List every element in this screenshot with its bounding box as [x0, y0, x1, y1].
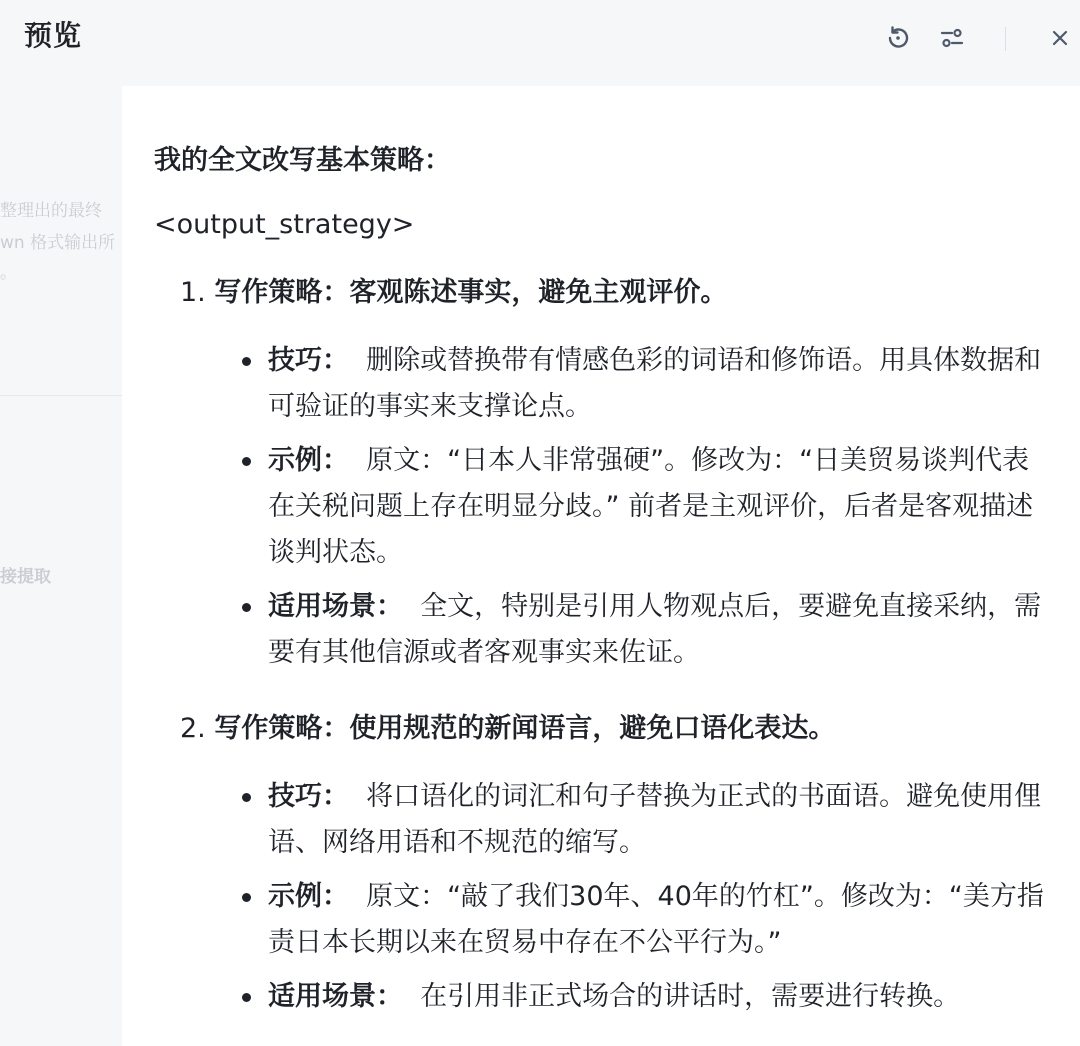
strategy-item: [154, 270, 1054, 676]
bullet-dot: [242, 893, 251, 902]
preview-panel: [122, 86, 1080, 1046]
bullet-list: [180, 774, 1054, 1020]
bullet-list: [180, 338, 1054, 676]
bullet-text: 原文：“日本人非常强硬”。修改为：“日美贸易谈判代表在关税问题上存在明显分歧。” 前者是主观评价，后者是客观描述谈判状态。: [268, 445, 1034, 568]
strategy-title: [180, 270, 1054, 316]
strategy-title: [180, 706, 1054, 752]
strategy-title-text: 使用规范的新闻语言，避免口语化表达。: [349, 713, 836, 744]
bullet-item: [268, 974, 1054, 1020]
close-button[interactable]: [1044, 22, 1076, 54]
bullet-item: [268, 584, 1054, 676]
bullet-label: 技巧：: [268, 781, 349, 812]
page-title: 预览: [24, 19, 83, 52]
bullet-dot: [242, 603, 251, 612]
background-divider: [0, 395, 122, 396]
bullet-label: 示例：: [268, 445, 349, 476]
bullet-text: 全文，特别是引用人物观点后，要避免直接采纳，需要有其他信源或者客观事实来佐证。: [268, 591, 1042, 668]
preview-content: [154, 138, 1054, 1028]
strategy-title-text: 客观陈述事实，避免主观评价。: [349, 277, 728, 308]
bullet-label: 适用场景：: [268, 981, 403, 1012]
header-divider: [1005, 27, 1006, 51]
bullet-label: 技巧：: [268, 345, 349, 376]
bullet-text: 将口语化的词汇和句子替换为正式的书面语。避免使用俚语、网络用语和不规范的缩写。: [268, 781, 1042, 858]
background-fragment: 整理出的最终: [0, 201, 102, 221]
bullet-dot: [242, 993, 251, 1002]
bullet-dot: [242, 793, 251, 802]
output-strategy-tag: <output_strategy>: [154, 209, 415, 240]
strategy-heading: 我的全文改写基本策略：: [154, 145, 451, 176]
bullet-text: 删除或替换带有情感色彩的词语和修饰语。用具体数据和可验证的事实来支撑论点。: [268, 345, 1042, 422]
bullet-item: [268, 338, 1054, 430]
bullet-item: [268, 438, 1054, 576]
bullet-text: 原文：“敲了我们30年、40年的竹杠”。修改为：“美方指责日本长期以来在贸易中存在不公平行为。”: [268, 881, 1044, 958]
bullet-text: 在引用非正式场合的讲话时，需要进行转换。: [420, 981, 961, 1012]
strategy-item: [154, 706, 1054, 1020]
bullet-dot: [242, 357, 251, 366]
strategy-number: 2.: [180, 713, 206, 744]
background-fragment: 。: [0, 263, 17, 283]
strategy-number: 1.: [180, 277, 206, 308]
refresh-button[interactable]: [882, 22, 914, 54]
strategy-label: 写作策略：: [214, 713, 350, 744]
preview-header: [0, 0, 1080, 80]
bullet-label: 示例：: [268, 881, 349, 912]
close-icon: [1049, 27, 1071, 49]
strategy-label: 写作策略：: [214, 277, 350, 308]
sliders-icon: [938, 24, 966, 52]
background-fragment: wn 格式输出所: [0, 233, 116, 253]
refresh-icon: [884, 24, 912, 52]
bullet-dot: [242, 457, 251, 466]
bullet-item: [268, 774, 1054, 866]
background-fragment: 接提取: [0, 567, 51, 587]
settings-button[interactable]: [936, 22, 968, 54]
bullet-label: 适用场景：: [268, 591, 403, 622]
bullet-item: [268, 874, 1054, 966]
